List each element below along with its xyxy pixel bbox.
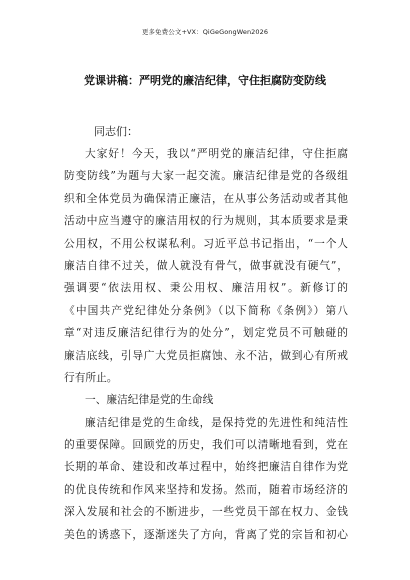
paragraph-line: 深入发展和社会的不断进步，一些党员干部在权力、金钱 <box>64 505 348 519</box>
header-note: 更多免费公文+VX：QiGeGongWen2026 <box>141 28 269 36</box>
paragraph-line: 廉洁自律不过关，做人就没有骨气，做事就没有硬气”， <box>64 258 348 272</box>
paragraph-line: 行有所止。 <box>64 370 118 384</box>
section-heading: 一、廉洁纪律是党的生命线 <box>85 393 214 407</box>
paragraph-line: 美色的诱惑下，逐渐迷失了方向，背离了党的宗旨和初心 <box>64 527 348 541</box>
paragraph-line: 活动中应当遵守的廉洁用权的行为规则，其本质要求是秉 <box>64 214 348 228</box>
paragraph-line: 大家好！今天，我以“严明党的廉洁纪律，守住拒腐 <box>85 147 348 160</box>
paragraph-line: 公用权，不用公权谋私利。习近平总书记指出，“一个人 <box>64 236 348 250</box>
paragraph-line: 章“对违反廉洁纪律行为的处分”，划定党员不可触碰的 <box>64 326 348 340</box>
greeting: 同志们： <box>94 125 138 138</box>
paragraph-line: 廉洁底线，引导广大党员拒腐蚀、永不沾，做到心有所戒 <box>64 348 348 362</box>
paragraph-line: 的重要保障。回顾党的历史，我们可以清晰地看到，党在 <box>64 438 348 452</box>
document-body <box>64 143 348 546</box>
paragraph-line: 长期的革命、建设和改革过程中，始终把廉洁自律作为党 <box>64 460 348 474</box>
document-title: 党课讲稿：严明党的廉洁纪律，守住拒腐防变防线 <box>84 74 326 87</box>
paragraph-line: 廉洁纪律是党的生命线，是保持党的先进性和纯洁性 <box>85 415 348 429</box>
paragraph-line: 的优良传统和作风来坚持和发扬。然而，随着市场经济的 <box>64 482 348 496</box>
paragraph-line: 《中国共产党纪律处分条例》（以下简称《条例》）第八 <box>64 303 348 317</box>
paragraph-line: 织和全体党员为确保清正廉洁，在从事公务活动或者其他 <box>64 191 348 205</box>
paragraph-line: 防变防线”为题与大家一起交流。廉洁纪律是党的各级组 <box>64 169 348 183</box>
paragraph-line: 强调要“依法用权、秉公用权、廉洁用权”。新修订的 <box>64 281 348 295</box>
